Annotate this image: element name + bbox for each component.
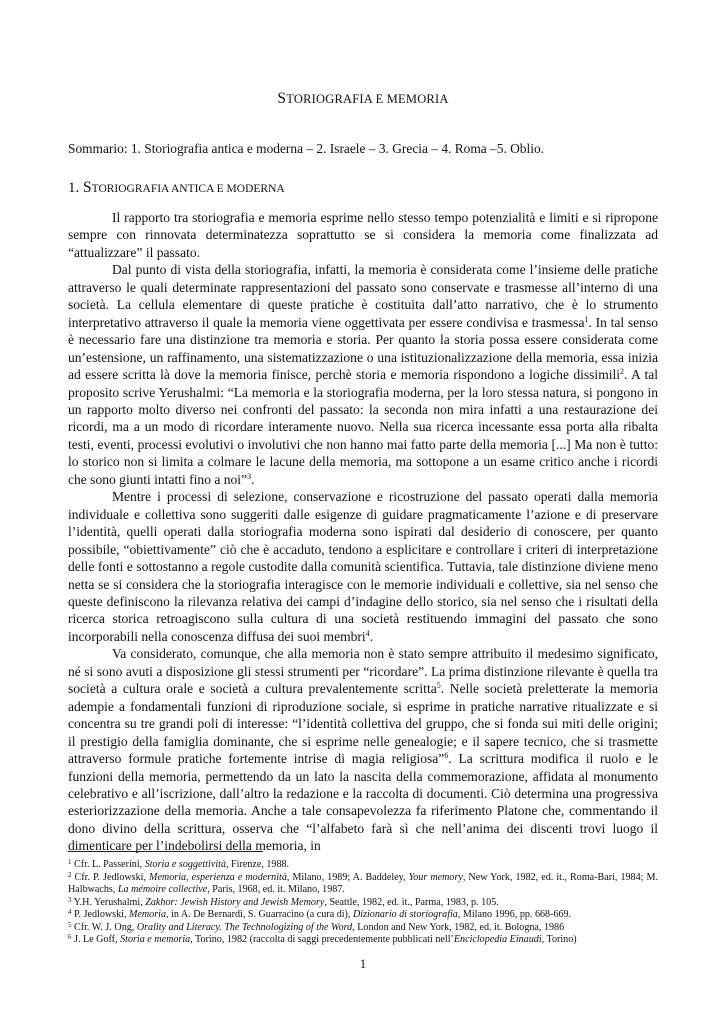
body-text bbox=[68, 209, 658, 855]
footnote-ref[interactable]: 2 bbox=[620, 367, 625, 377]
footnote-6: $^6$ J. Le Goff, Storia e memoria, Torino, 1982 (raccolta di saggi precedentemente pubblicati nell’Enciclopedia Einaudi, Torino) bbox=[68, 933, 577, 945]
footnote-divider bbox=[68, 851, 263, 852]
footnote-4: $^4$ P. Jedlowski, Memoria, in A. De Bernardi, S. Guarracino (a cura di), Dizionario di storiografia, Milano 1996, pp. 668-669. bbox=[68, 908, 572, 920]
footnote-ref[interactable]: 4 bbox=[365, 628, 370, 638]
footnote-ref[interactable]: 3 bbox=[247, 471, 252, 481]
footnote-ref[interactable]: 5 bbox=[436, 681, 441, 691]
footnote-5: $^5$ Cfr. W. J. Ong, Orality and Literacy. The Technologizing of the Word, London and New York, 1982, ed. it. Bologna, 1986 bbox=[68, 920, 565, 933]
summary: Sommario: 1. Storiografia antica e moderna – 2. Israele – 3. Grecia – 4. Roma –5. Oblio. bbox=[68, 141, 544, 156]
footnote-3: $^3$ Y.H. Yerushalmi, Zakhor: Jewish History and Jewish Memory, Seattle, 1982, ed. it., Parma, 1983, p. 105. bbox=[68, 895, 499, 908]
page-title: STORIOGRAFIA E MEMORIA bbox=[277, 90, 449, 107]
footnote-ref[interactable]: 1 bbox=[584, 314, 589, 324]
page-number: 1 bbox=[359, 957, 367, 971]
footnote-2: $^2$ Cfr. P. Jedlowski, Memoria, esperienza e modernità, Milano, 1989; A. Baddeley, Your memory, New York, 1982, ed. it., Roma-Bari, 1984; M. Halbwachs, La mémoire collective, Paris, 1968, ed. it. Milano, 1987. bbox=[68, 870, 659, 895]
footnote-1: $^1$ Cfr. L. Passerini, Storia e soggettività, Firenze, 1988. bbox=[68, 858, 290, 870]
section-heading: 1. STORIOGRAFIA ANTICA E MODERNA bbox=[68, 179, 285, 196]
paragraph-2: Dal punto di vista della storiografia, infatti, la memoria è considerata come l’insieme delle pratiche attraverso le quali determinate rappresentazioni del passato sono conservate e trasmesse all’interno di una società. La cellula elementare di queste pratiche è costituita dall’atto narrativo, che è lo strumento interpretativo attraverso il quale la memoria viene oggettivata per essere condivisa e trasmessa$^1$. In tal senso è necessario fare una distinzione tra memoria e storia. Per quanto la storia possa essere considerata come un’estensione, un raffinamento, una sistematizzazione o una istituzionalizzazione della memoria, essa inizia ad essere scritta là dove la memoria finisce, perchè storia e memoria rispondono a logiche dissimili$^2$. A tal proposito scrive Yerushalmi: “La memoria e la storiografia moderna, per la loro stessa natura, si pongono in un rapporto molto diverso nei confronti del passato: la seconda non mira infatti a una restaurazione dei ricordi, ma a un modo di ricordare interamente nuovo. Nella sua ricerca incessante essa porta alla ribalta testi, eventi, processi evolutivi o involutivi che non hanno mai fatto parte della memoria [...] Ma non è tutto: lo storico non si limita a colmare le lacune della memoria, ma sottopone a un esame critico anche i ricordi che sono giunti intatti fino a noi”$^3$. bbox=[68, 262, 658, 487]
paragraph-4: Va considerato, comunque, che alla memoria non è stato sempre attribuito il medesimo significato, né si sono avuti a disposizione gli stessi strumenti per “ricordare”. La prima distinzione rilevante è quella tra società a cultura orale e società a cultura prevalentemente scritta$^5$. Nelle società preletterate la memoria adempie a fondamentali funzioni di riproduzione sociale, si esprime in pratiche narrative ritualizzate e si concentra su tre grandi poli di interesse: “l’identità collettiva del gruppo, che si fonda sui miti delle origini; il prestigio della famiglia dominante, che si esprime nelle genealogie; e il sapere tecnico, che si trasmette attraverso formule pratiche fortemente intrise di magia religiosa”$^6$. La scrittura modifica il ruolo e le funzioni della memoria, permettendo da un lato la nascita della commemorazione, affidata al monumento celebrativo e all’iscrizione, dall’altro la redazione e la raccolta di documenti. Ciò determina una progressiva esteriorizzazione della memoria. Anche a tale consapevolezza fa riferimento Platone che, commentando il dono divino della scrittura, osserva che “l’alfabeto farà sì che nell’anima dei discenti trovi luogo il dimenticare per l’indebolirsi della memoria, in bbox=[68, 646, 658, 854]
footnote-ref[interactable]: 6 bbox=[444, 751, 449, 761]
paragraph-3: Mentre i processi di selezione, conservazione e ricostruzione del passato operati dalla memoria individuale e collettiva sono suggeriti dalle esigenze di guidare pragmaticamente l’azione e di preservare l’identità, quelli operati dalla storiografia moderna sono ispirati dal desiderio di conoscere, per quanto possibile, “obiettivamente” ciò che è accaduto, tendono a esplicitare e controllare i criteri di interpretazione delle fonti e sottostanno a regole custodite dalla comunità scientifica. Tuttavia, tale distinzione diviene meno netta se si considera che la storiografia interagisce con le memorie individuali e collettive, sia nel senso che queste definiscono la rilevanza relativa dei campi d’indagine dello storico, sia nel senso che i risultati della ricerca storica retroagiscono sulla cultura di una società restituendo immagini del passato che sono incorporabili nella conoscenza diffusa dei suoi membri$^4$. bbox=[68, 489, 658, 644]
footnotes bbox=[68, 859, 658, 947]
paragraph-1: Il rapporto tra storiografia e memoria esprime nello stesso tempo potenzialità e limiti e si ripropone sempre con rinnovata determinatezza soprattutto se si considera la memoria come finalizzata ad “attualizzare” il passato. bbox=[68, 210, 658, 260]
